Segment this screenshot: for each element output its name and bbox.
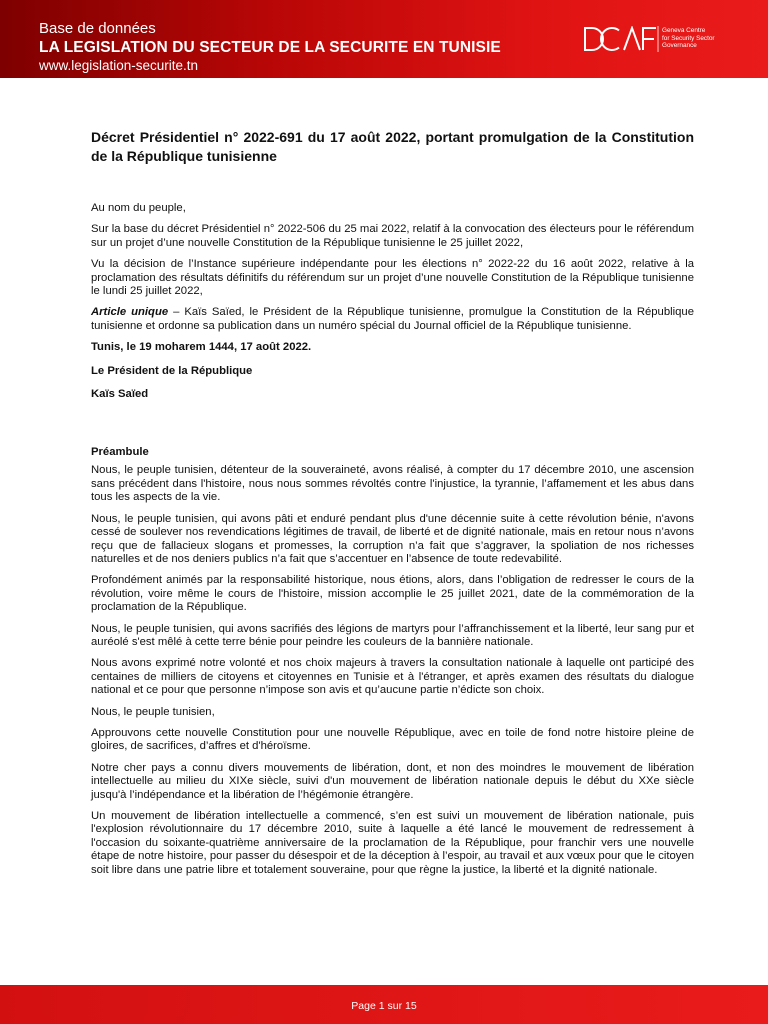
preambule-paragraph: Un mouvement de libération intellectuelle a commencé, s’en est suivi un mouvement de libération nationale, puis l'explosion révolutionnaire du 17 décembre 2010, suite à laquelle a été lancé le mouvement de redressement à l'occasion du soixante-quatrième anniversaire de la proclamation de la République, pour franchir vers une nouvelle étape de notre histoire, pour passer du désespoir et de la déception à l’espoir, au travail et aux vœux pour que le citoyen soit libre dans une patrie libre et totalement souveraine, pour que règne la justice, la liberté et la dignité nationale. xyxy=(91,810,694,876)
header-url: www.legislation-securite.tn xyxy=(39,58,199,73)
header-title: LA LEGISLATION DU SECTEUR DE LA SECURITE EN TUNISIE xyxy=(39,39,501,56)
header-text-block xyxy=(39,20,501,75)
paragraph: Sur la base du décret Présidentiel n° 2022-506 du 25 mai 2022, relatif à la convocation des électeurs pour le référendum sur un projet d’une nouvelle Constitution de la République tunisienne le 25 juillet 2022, xyxy=(91,223,694,249)
preambule-paragraph: Nous, le peuple tunisien, qui avons sacrifiés des légions de martyrs pour l’affranchissement et la liberté, leur sang pur et auréolé s'est mêlé à cette terre bénie pour peindre les couleurs de la bannière nationale. xyxy=(91,622,694,648)
logo-subtitle-line: Geneva Centre xyxy=(662,27,706,34)
signatory-name: Kaïs Saïed xyxy=(91,388,149,401)
database-label: Base de données xyxy=(39,20,156,37)
intro-line: Au nom du peuple, xyxy=(91,202,186,214)
document-body xyxy=(91,128,694,885)
preambule-heading: Préambule xyxy=(91,446,149,459)
preambule-paragraph: Nous, le peuple tunisien, qui avons pâti et enduré pendant plus d'une décennie suite à cette révolution bénie, n'avons cessé de soulever nos revendications légitimes de travail, de liberté et de dignité nationale, mais en retour nous n’avons reçu que de fallacieux slogans et promesses, la corruption n’a fait que s’aggraver, la spoliation de nos richesses naturelles et de nos deniers publics n’a fait que s’accentuer en l’absence de toute redevabilité. xyxy=(91,512,694,565)
document-title: Décret Présidentiel n° 2022-691 du 17 août 2022, portant promulgation de la Constitution de la République tunisienne xyxy=(91,129,694,164)
page-number: Page 1 sur 15 xyxy=(351,1000,417,1012)
logo-subtitle-line: for Security Sector xyxy=(662,34,715,42)
logo-subtitle-line: Governance xyxy=(662,42,697,50)
preambule-paragraph: Profondément animés par la responsabilité historique, nous étions, alors, dans l’obligation de redresser le cours de la révolution, voire même le cours de l'histoire, mission accomplie le 25 juillet 2021, date de la commémoration de la proclamation de la République. xyxy=(91,574,694,614)
preambule-paragraph: Approuvons cette nouvelle Constitution pour une nouvelle République, avec en toile de fond notre histoire pleine de gloires, de sacrifices, d’affres et d'héroïsme. xyxy=(91,726,694,753)
preambule-paragraph: Nous, le peuple tunisien, xyxy=(91,705,215,718)
page-footer xyxy=(0,985,768,1024)
preambule-paragraph: Notre cher pays a connu divers mouvements de libération, dont, et non des moindres le mouvement de libération intellectuelle au milieu du XIXe siècle, suivi d'un mouvement de libération nationale depuis le début du XXe siècle jusqu'à l’indépendance et la libération de l’hégémonie étrangère. xyxy=(91,761,694,801)
logo-subtitle xyxy=(662,27,715,50)
article-text: – Kaïs Saïed, le Président de la République tunisienne, promulgue la Constitution de la République tunisienne et ordonne sa publication dans un numéro spécial du Journal officiel de la République tunisienne. xyxy=(91,306,694,332)
dcaf-logo-mark xyxy=(583,26,659,52)
article-paragraph xyxy=(91,306,694,333)
signatory-title: Le Président de la République xyxy=(91,364,253,377)
paragraph: Vu la décision de l’Instance supérieure indépendante pour les élections n° 2022-22 du 16 août 2022, relative à la proclamation des résultats définitifs du référendum sur un projet d’une nouvelle Constitution de la République tunisienne le lundi 25 juillet 2022, xyxy=(91,258,694,298)
article-label: Article unique xyxy=(91,306,169,319)
preambule-paragraph: Nous avons exprimé notre volonté et nos choix majeurs à travers la consultation nationale à laquelle ont participé des centaines de milliers de citoyens et citoyennes en Tunisie et à l'étranger, et après examen des résultats du dialogue national et ce pour que personne n’impose son avis et qu’aucune partie n’édicte son choix. xyxy=(91,657,694,697)
dcaf-logo xyxy=(583,26,715,56)
place-date: Tunis, le 19 moharem 1444, 17 août 2022. xyxy=(91,341,312,354)
preambule-paragraph: Nous, le peuple tunisien, détenteur de la souveraineté, avons réalisé, à compter du 17 décembre 2010, une ascension sans précédent dans l'histoire, nous nous sommes révoltés contre l'injustice, la tyrannie, l’affamement et les abus dans tous les aspects de la vie. xyxy=(91,464,694,504)
page-header xyxy=(0,0,768,78)
